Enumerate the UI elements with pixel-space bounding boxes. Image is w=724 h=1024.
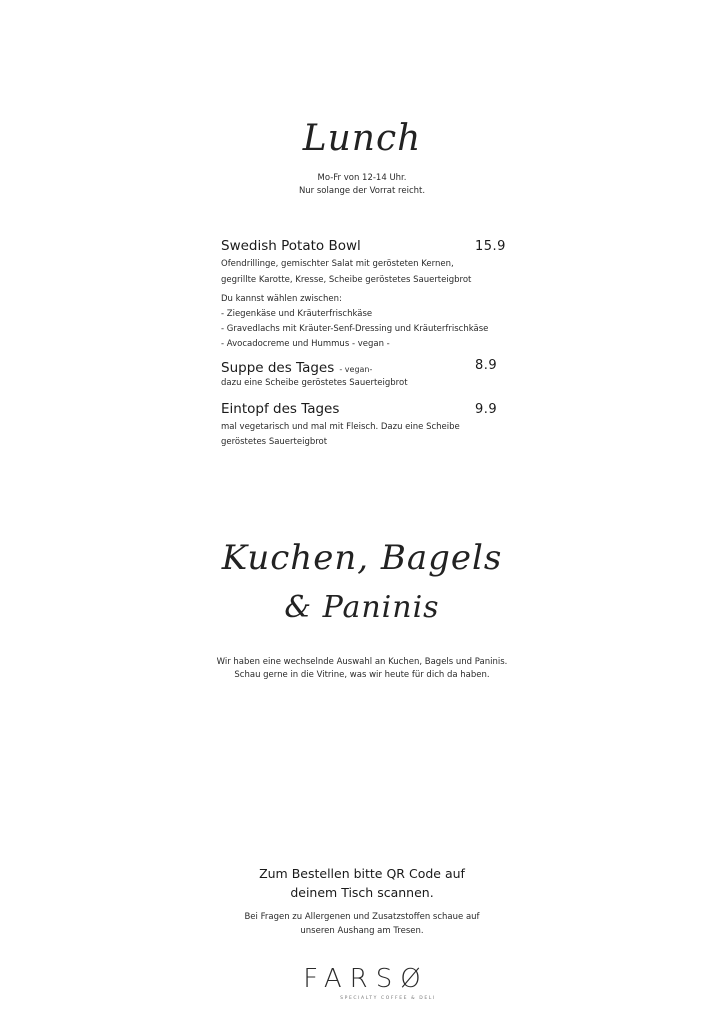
kuchen-title: Kuchen, Bagels [221, 538, 503, 578]
choice-option: - Gravedlachs mit Kräuter-Senf-Dressing und Kräuterfrischkäse [221, 324, 489, 334]
item-description-line: gegrillte Karotte, Kresse, Scheibe geröstetes Sauerteigbrot [221, 275, 472, 285]
lunch-title: Lunch [302, 118, 422, 159]
order-instruction-line2: deinem Tisch scannen. [290, 885, 434, 900]
item-description-line: mal vegetarisch und mal mit Fleisch. Dazu eine Scheibe [221, 422, 460, 432]
item-description-line: dazu eine Scheibe geröstetes Sauerteigbrot [221, 378, 408, 388]
menu-item-swedish-potato-bowl [221, 238, 511, 348]
item-name: Swedish Potato Bowl [221, 238, 361, 254]
choices-intro: Du kannst wählen zwischen: [221, 294, 342, 304]
kuchen-description: Wir haben eine wechselnde Auswahl an Kuchen, Bagels und Paninis. [216, 657, 508, 667]
choice-option: - Ziegenkäse und Kräuterfrischkäse [221, 309, 373, 319]
lunch-hours: Mo-Fr von 12-14 Uhr. [317, 173, 407, 183]
item-name: Eintopf des Tages [221, 401, 340, 417]
lunch-note: Nur solange der Vorrat reicht. [298, 186, 426, 196]
choice-option: - Avocadocreme und Hummus - vegan - [221, 339, 390, 349]
order-instruction: Zum Bestellen bitte QR Code auf [259, 866, 465, 881]
menu-item-suppe-des-tages [221, 357, 511, 393]
brand-logo: FARSØ [303, 964, 429, 994]
item-price: 8.9 [475, 358, 498, 373]
item-vegan-note: - vegan- [339, 365, 373, 374]
menu-item-eintopf-des-tages [221, 401, 511, 453]
item-description-line: Ofendrillinge, gemischter Salat mit gerösteten Kernen, [221, 259, 454, 269]
item-price: 15.9 [475, 239, 506, 254]
item-price: 9.9 [475, 402, 498, 417]
kuchen-title-line2: & Paninis [284, 590, 440, 625]
kuchen-description-line2: Schau gerne in die Vitrine, was wir heute für dich da haben. [234, 670, 490, 680]
allergen-note: Bei Fragen zu Allergenen und Zusatzstoffen schaue auf [244, 912, 480, 922]
item-name: Suppe des Tages [221, 360, 335, 376]
item-description-line: geröstetes Sauerteigbrot [221, 437, 328, 447]
brand-tagline: SPECIALTY COFFEE & DELI [340, 996, 436, 1001]
allergen-note-line2: unseren Aushang am Tresen. [300, 926, 424, 936]
